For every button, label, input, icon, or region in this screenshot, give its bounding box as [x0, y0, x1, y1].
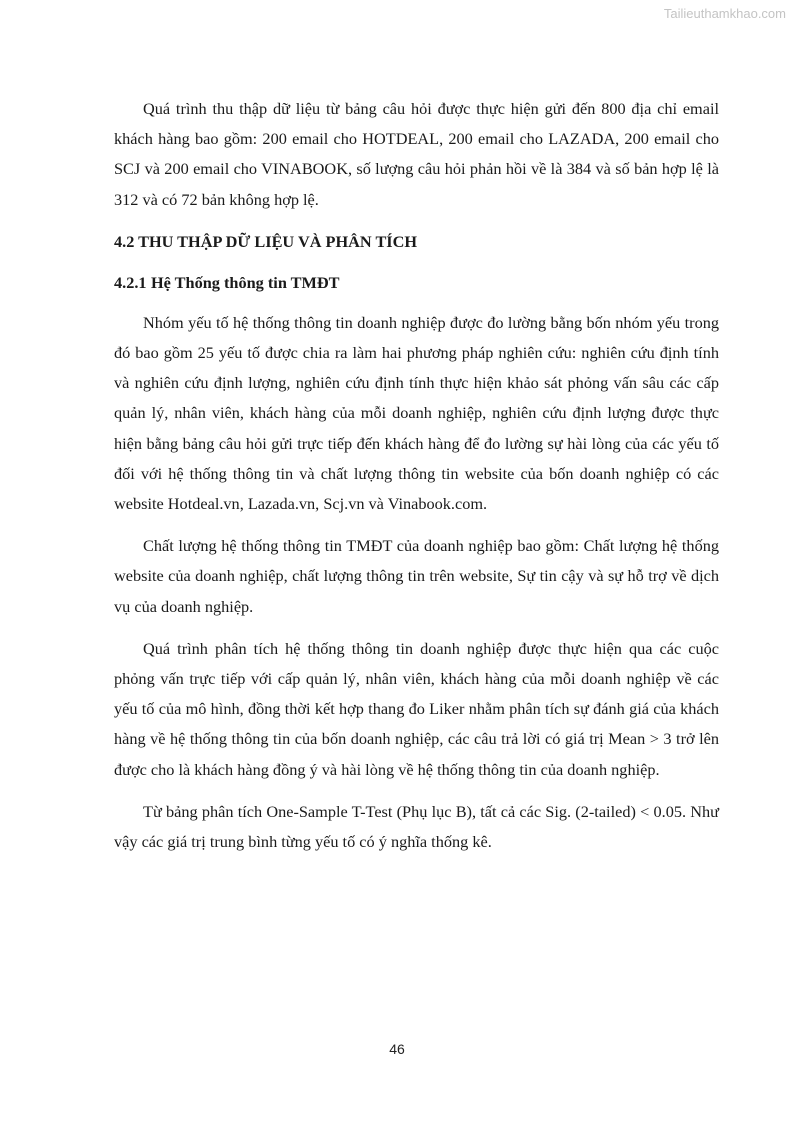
page-number: 46 — [389, 1041, 405, 1057]
section-heading: 4.2 THU THẬP DỮ LIỆU VÀ PHÂN TÍCH — [114, 231, 418, 251]
subsection-title: Hệ Thống thông tin TMĐT — [151, 272, 340, 292]
watermark: Tailieuthamkhao.com — [663, 6, 786, 21]
paragraph-factor-groups: Nhóm yếu tố hệ thống thông tin doanh nghiệp được đo lường bằng bốn nhóm yếu trong đó bao gồm 25 yếu tố được chia ra làm hai phương pháp nghiên cứu: nghiên cứu định tính và nghiên cứu định lượng, nghiên cứu định tính thực hiện khảo sát phỏng vấn sâu các cấp quản lý, nhân viên, khách hàng của mỗi doanh nghiệp, nghiên cứu định lượng được thực hiện bằng bảng câu hỏi gửi trực tiếp đến khách hàng để đo lường sự hài lòng của các yếu tố đối với hệ thống thông tin và chất lượng thông tin website của bốn doanh nghiệp có các website Hotdeal.vn, Lazada.vn, Scj.vn và Vinabook.com. — [114, 312, 719, 514]
subsection-number: 4.2.1 — [114, 272, 147, 292]
subsection-heading — [114, 268, 719, 298]
paragraph-t-test: Từ bảng phân tích One-Sample T-Test (Phụ lục B), tất cả các Sig. (2-tailed) < 0.05. Như vậy các giá trị trung bình từng yếu tố có ý nghĩa thống kê. — [114, 801, 719, 852]
document-page — [114, 94, 719, 857]
paragraph-data-collection: Quá trình thu thập dữ liệu từ bảng câu hỏi được thực hiện gửi đến 800 địa chỉ email khách hàng bao gồm: 200 email cho HOTDEAL, 200 email cho LAZADA, 200 email cho SCJ và 200 email cho VINABOOK, số lượng câu hỏi phản hồi về là 384 và số bản hợp lệ là 312 và có 72 bản không hợp lệ. — [114, 99, 719, 209]
paragraph-analysis-process: Quá trình phân tích hệ thống thông tin doanh nghiệp được thực hiện qua các cuộc phỏng vấn trực tiếp với cấp quản lý, nhân viên, khách hàng của mỗi doanh nghiệp về các yếu tố của mô hình, đồng thời kết hợp thang đo Liker nhằm phân tích sự đánh giá của khách hàng về hệ thống thông tin của bốn doanh nghiệp, các câu trả lời có giá trị Mean > 3 trở lên được cho là khách hàng đồng ý và hài lòng về hệ thống thông tin của doanh nghiệp. — [114, 638, 719, 779]
paragraph-system-quality: Chất lượng hệ thống thông tin TMĐT của doanh nghiệp bao gồm: Chất lượng hệ thống website của doanh nghiệp, chất lượng thông tin trên website, Sự tin cậy và sự hỗ trợ về dịch vụ của doanh nghiệp. — [114, 536, 719, 616]
